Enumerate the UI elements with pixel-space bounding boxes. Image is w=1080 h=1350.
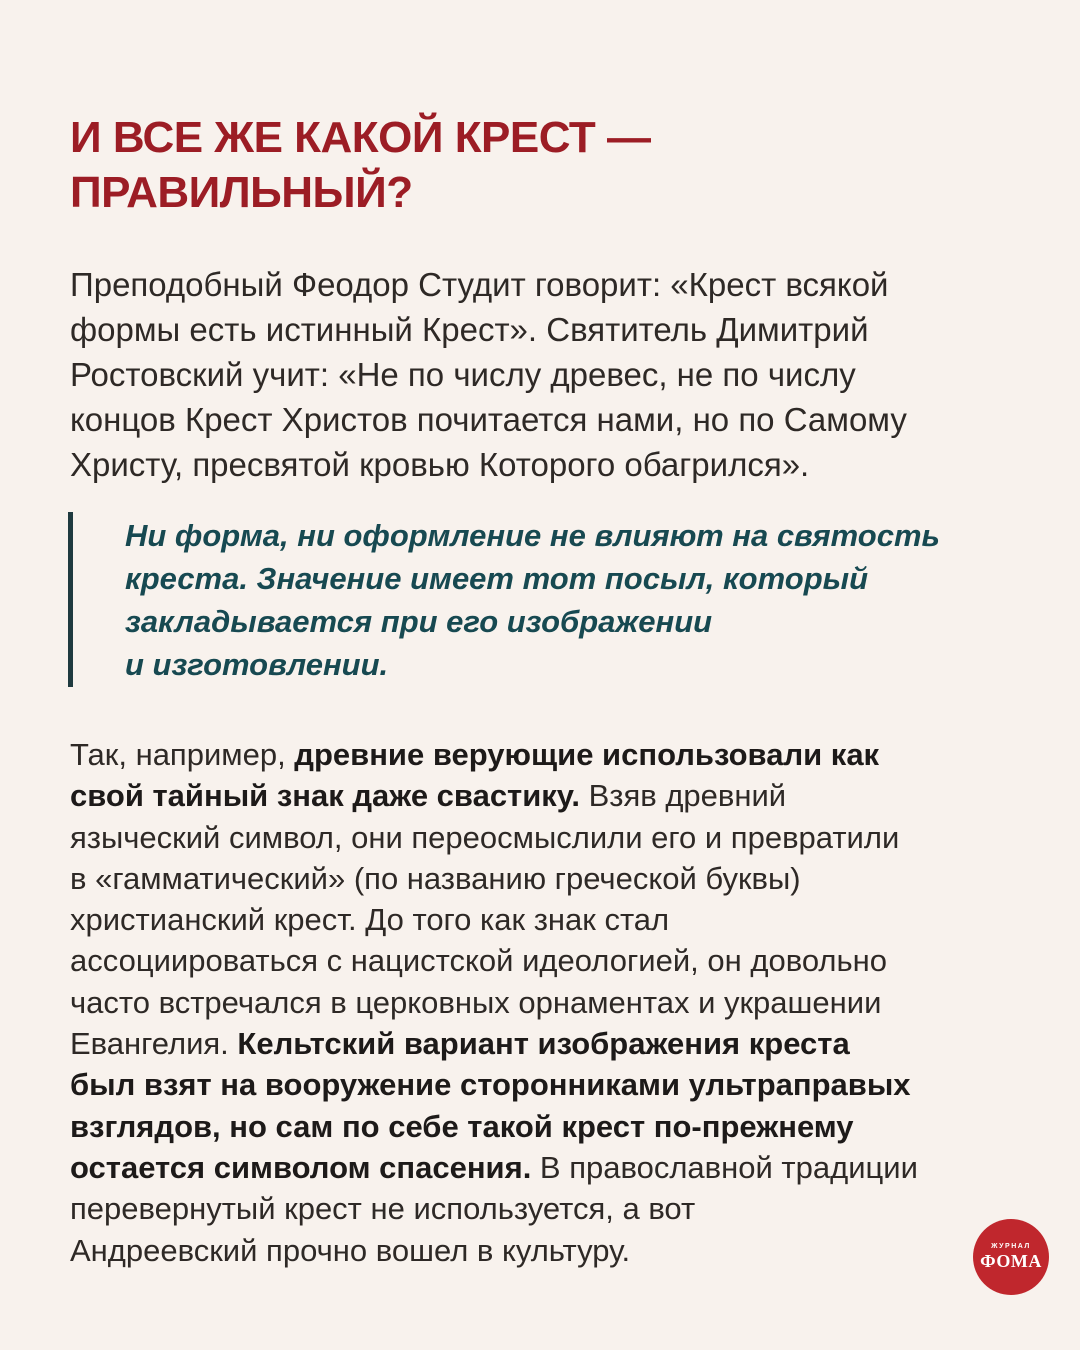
body-line: христианский крест. До того как знак стал xyxy=(70,902,670,938)
intro-line: Преподобный Феодор Студит говорит: «Крест всякой xyxy=(70,266,889,303)
intro-line: концов Крест Христов почитается нами, но по Самому xyxy=(70,401,907,438)
body-line: Андреевский прочно вошел в культуру. xyxy=(70,1232,631,1268)
logo-name: ФОМА xyxy=(980,1251,1042,1271)
body-bold-run: остается символом спасения. xyxy=(70,1149,532,1185)
intro-line: формы есть истинный Крест». Святитель Димитрий xyxy=(70,311,869,348)
page-title xyxy=(70,110,1010,220)
body-line xyxy=(70,1106,1060,1147)
body-text-run: Евангелия. xyxy=(70,1026,238,1062)
quote-line: закладывается при его изображении xyxy=(125,604,713,639)
body-line: в «гамматический» (по названию греческой буквы) xyxy=(70,860,801,896)
logo-subtitle: ЖУРНАЛ xyxy=(991,1243,1031,1250)
body-line: перевернутый крест не используется, а вот xyxy=(70,1191,696,1227)
quote-bar xyxy=(68,512,73,687)
body-paragraph xyxy=(70,734,1060,1271)
body-line xyxy=(70,775,1060,816)
body-line: языческий символ, они переосмыслили его и превратили xyxy=(70,819,900,855)
body-text-run: В православной традиции xyxy=(531,1149,918,1185)
foma-magazine-logo xyxy=(973,1219,1049,1295)
body-line xyxy=(70,1147,1060,1188)
body-bold-run: свой тайный знак даже свастику. xyxy=(70,778,580,814)
quote-line: креста. Значение имеет тот посыл, который xyxy=(125,561,869,596)
intro-line: Христу, пресвятой кровью Которого обагрился». xyxy=(70,446,810,483)
intro-line: Ростовский учит: «Не по числу древес, не по числу xyxy=(70,356,856,393)
body-line xyxy=(70,1023,1060,1064)
quote-text xyxy=(125,514,940,686)
quote-line: и изготовлении. xyxy=(125,647,389,682)
body-bold-run: был взят на вооружение сторонниками ультраправых xyxy=(70,1067,911,1103)
body-line: ассоциироваться с нацистской идеологией, он довольно xyxy=(70,943,887,979)
body-line xyxy=(70,734,1060,775)
body-line: часто встречался в церковных орнаментах и украшении xyxy=(70,984,882,1020)
body-text-run: Взяв древний xyxy=(579,778,787,814)
title-line: И ВСЕ ЖЕ КАКОЙ КРЕСТ — xyxy=(70,113,651,162)
body-bold-run: Кельтский вариант изображения креста xyxy=(237,1026,850,1062)
title-line: ПРАВИЛЬНЫЙ? xyxy=(70,168,413,217)
body-line xyxy=(70,1064,1060,1105)
body-bold-run: древние верующие использовали как xyxy=(294,737,880,772)
body-text-run: Так, например, xyxy=(70,737,295,772)
pull-quote xyxy=(68,512,1028,687)
quote-line: Ни форма, ни оформление не влияют на святость xyxy=(125,518,940,553)
intro-paragraph xyxy=(70,262,1060,487)
body-bold-run: взглядов, но сам по себе такой крест по-прежнему xyxy=(70,1108,854,1144)
